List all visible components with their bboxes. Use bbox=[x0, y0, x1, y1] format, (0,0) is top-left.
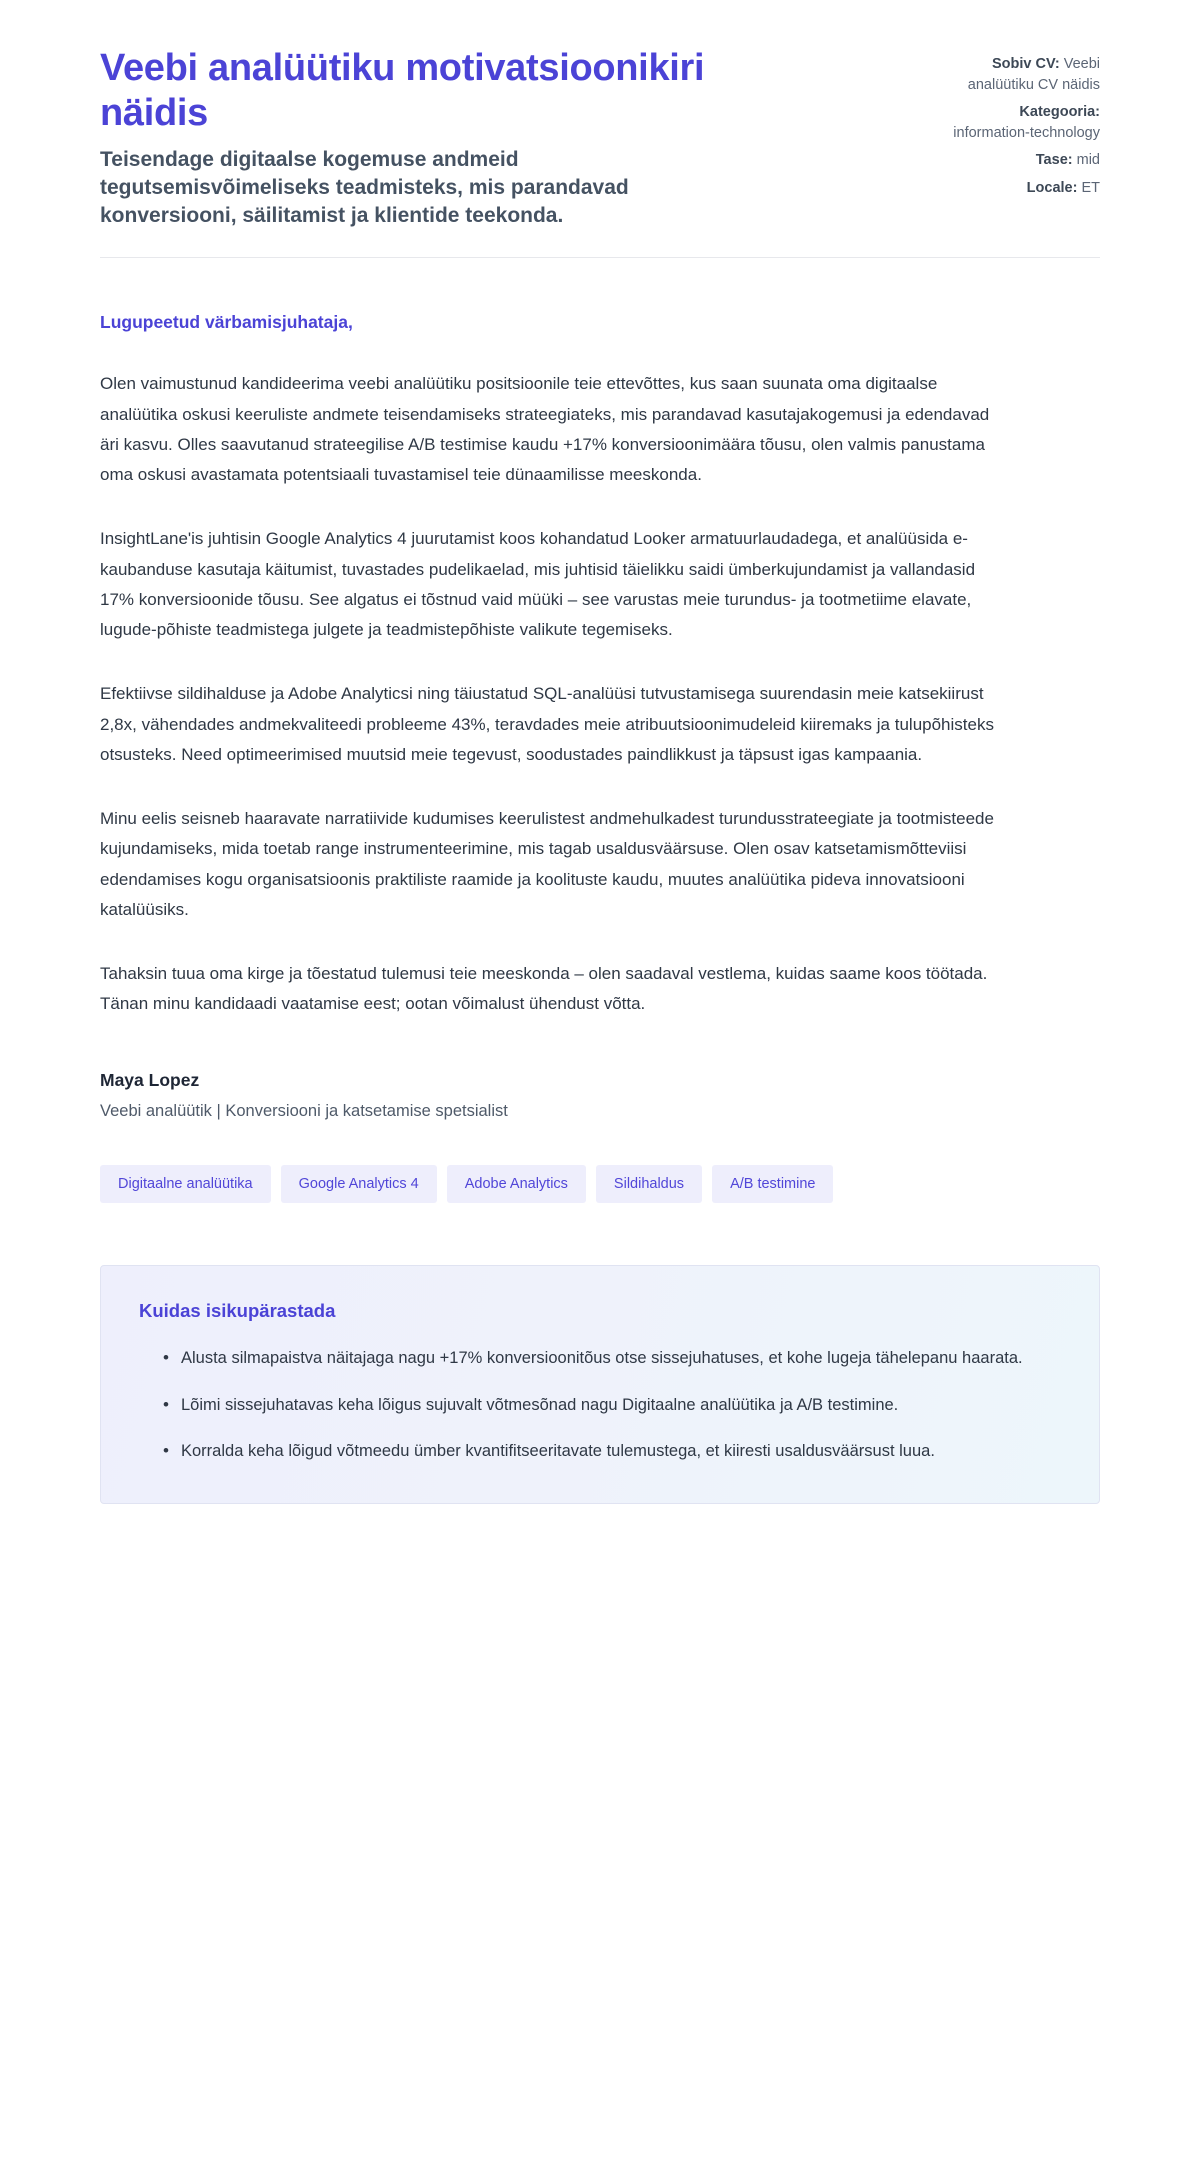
meta-value-level: mid bbox=[1076, 152, 1100, 169]
letter-paragraph: Minu eelis seisneb haaravate narratiivide kudumises keerulistest andmehulkadest turundusstrateegiate ja tootmisteede kujundamiseks, mida toetab range instrumenteerimine, mis tagab usaldusväärsuse. Olen osav katsetamismõtteviisi edendamises kogu organisatsioonis praktiliste raamide ja koolituste kaudu, muutes analüütika pideva innovatsiooni katalüüsiks. bbox=[100, 809, 994, 919]
header-meta-block bbox=[950, 46, 1100, 198]
meta-row-matching-cv bbox=[950, 54, 1100, 95]
meta-row-category bbox=[950, 102, 1100, 143]
header-title-group bbox=[100, 46, 800, 229]
meta-label-locale: Locale: bbox=[1026, 179, 1078, 196]
personalization-callout bbox=[100, 1265, 1100, 1504]
tag-chip[interactable]: Sildihaldus bbox=[596, 1165, 702, 1204]
page-subtitle: Teisendage digitaalse kogemuse andmeid tegutsemisvõimeliseks teadmisteks, mis parandavad konversiooni, säilitamist ja klientide teekonda. bbox=[100, 147, 629, 227]
callout-list bbox=[139, 1344, 1061, 1465]
meta-value-locale: ET bbox=[1081, 179, 1100, 196]
letter-paragraph: InsightLane'is juhtisin Google Analytics 4 juurutamist koos kohandatud Looker armatuurlaudadega, et analüüsida e-kaubanduse kasutaja käitumist, tuvastades pudelikaelad, mis juhtisid täielikku saidi ümberkujundamist ja vallandasid 17% konversioonide tõusu. See algatus ei tõstnud vaid müüki – see varustas meie turundus- ja tootmetiime elavate, lugude-põhiste teadmistega julgete ja teadmistepõhiste valikute tegemiseks. bbox=[100, 529, 976, 640]
letter-paragraph: Efektiivse sildihalduse ja Adobe Analyticsi ning täiustatud SQL-analüüsi tutvustamisega suurendasin meie katsekiirust 2,8x, vähendades andmekvaliteedi probleeme 43%, teravdades meie atribuutsioonimudeleid kiiremaks ja tulupõhisteks otsusteks. Need optimeerimised muutsid meie tegevust, soodustades paindlikkust ja täpsust igas kampaania. bbox=[100, 684, 994, 764]
callout-list-item: • Alusta silmapaistva näitajaga nagu +17% konversioonitõus otse sissejuhatuses, et kohe lugeja tähelepanu haarata. bbox=[163, 1344, 1061, 1372]
meta-row-level bbox=[950, 150, 1100, 171]
header-divider bbox=[100, 257, 1100, 258]
meta-label-category: Kategooria: bbox=[1019, 104, 1100, 121]
tag-chip[interactable]: Adobe Analytics bbox=[447, 1165, 586, 1204]
page-title: Veebi analüütiku motivatsioonikiri näidis bbox=[100, 47, 705, 134]
letter-body bbox=[100, 312, 1100, 1019]
letter-salutation: Lugupeetud värbamisjuhataja, bbox=[100, 312, 353, 333]
meta-label-matching-cv: Sobiv CV: bbox=[991, 56, 1060, 72]
meta-value-category: information-technology bbox=[953, 124, 1100, 141]
signature-block bbox=[100, 1070, 1100, 1121]
meta-label-level: Tase: bbox=[1035, 152, 1073, 169]
signature-role: Veebi analüütik | Konversiooni ja katsetamise spetsialist bbox=[100, 1101, 508, 1120]
letter-paragraph: Olen vaimustunud kandideerima veebi analüütiku positsioonile teie ettevõttes, kus saan suunata oma digitaalse analüütika oskusi keeruliste andmete teisendamiseks strateegiateks, mis parandavad kasutajakogemusi ja edendavad äri kasvu. Olles saavutanud strateegilise A/B testimise kaudu +17% konversioonimäära tõusu, olen valmis panustama oma oskusi avastamata potentsiaali tuvastamisel teie dünaamilisse meeskonda. bbox=[100, 374, 990, 485]
signature-name: Maya Lopez bbox=[100, 1069, 200, 1090]
meta-value-matching-cv: Veebi analüütiku CV näidis bbox=[967, 56, 1100, 93]
callout-title: Kuidas isikupärastada bbox=[139, 1300, 336, 1322]
callout-list-item: • Korralda keha lõigud võtmeedu ümber kvantifitseeritavate tulemustega, et kiiresti usaldusväärsust luua. bbox=[163, 1437, 1061, 1465]
callout-list-item: • Lõimi sissejuhatavas keha lõigus sujuvalt võtmesõnad nagu Digitaalne analüütika ja A/B testimine. bbox=[163, 1391, 1061, 1419]
tag-chip[interactable]: Google Analytics 4 bbox=[281, 1165, 437, 1204]
tag-chip[interactable]: Digitaalne analüütika bbox=[100, 1165, 271, 1204]
tag-list bbox=[100, 1165, 1100, 1204]
document-header bbox=[100, 46, 1100, 257]
tag-chip[interactable]: A/B testimine bbox=[712, 1165, 833, 1204]
meta-row-locale bbox=[950, 178, 1100, 199]
letter-paragraph: Tahaksin tuua oma kirge ja tõestatud tulemusi teie meeskonda – olen saadaval vestlema, kuidas saame koos töötada. Tänan minu kandidaadi vaatamise eest; ootan võimalust ühendust võtta. bbox=[100, 964, 988, 1014]
letter-paragraphs bbox=[100, 369, 1100, 1019]
